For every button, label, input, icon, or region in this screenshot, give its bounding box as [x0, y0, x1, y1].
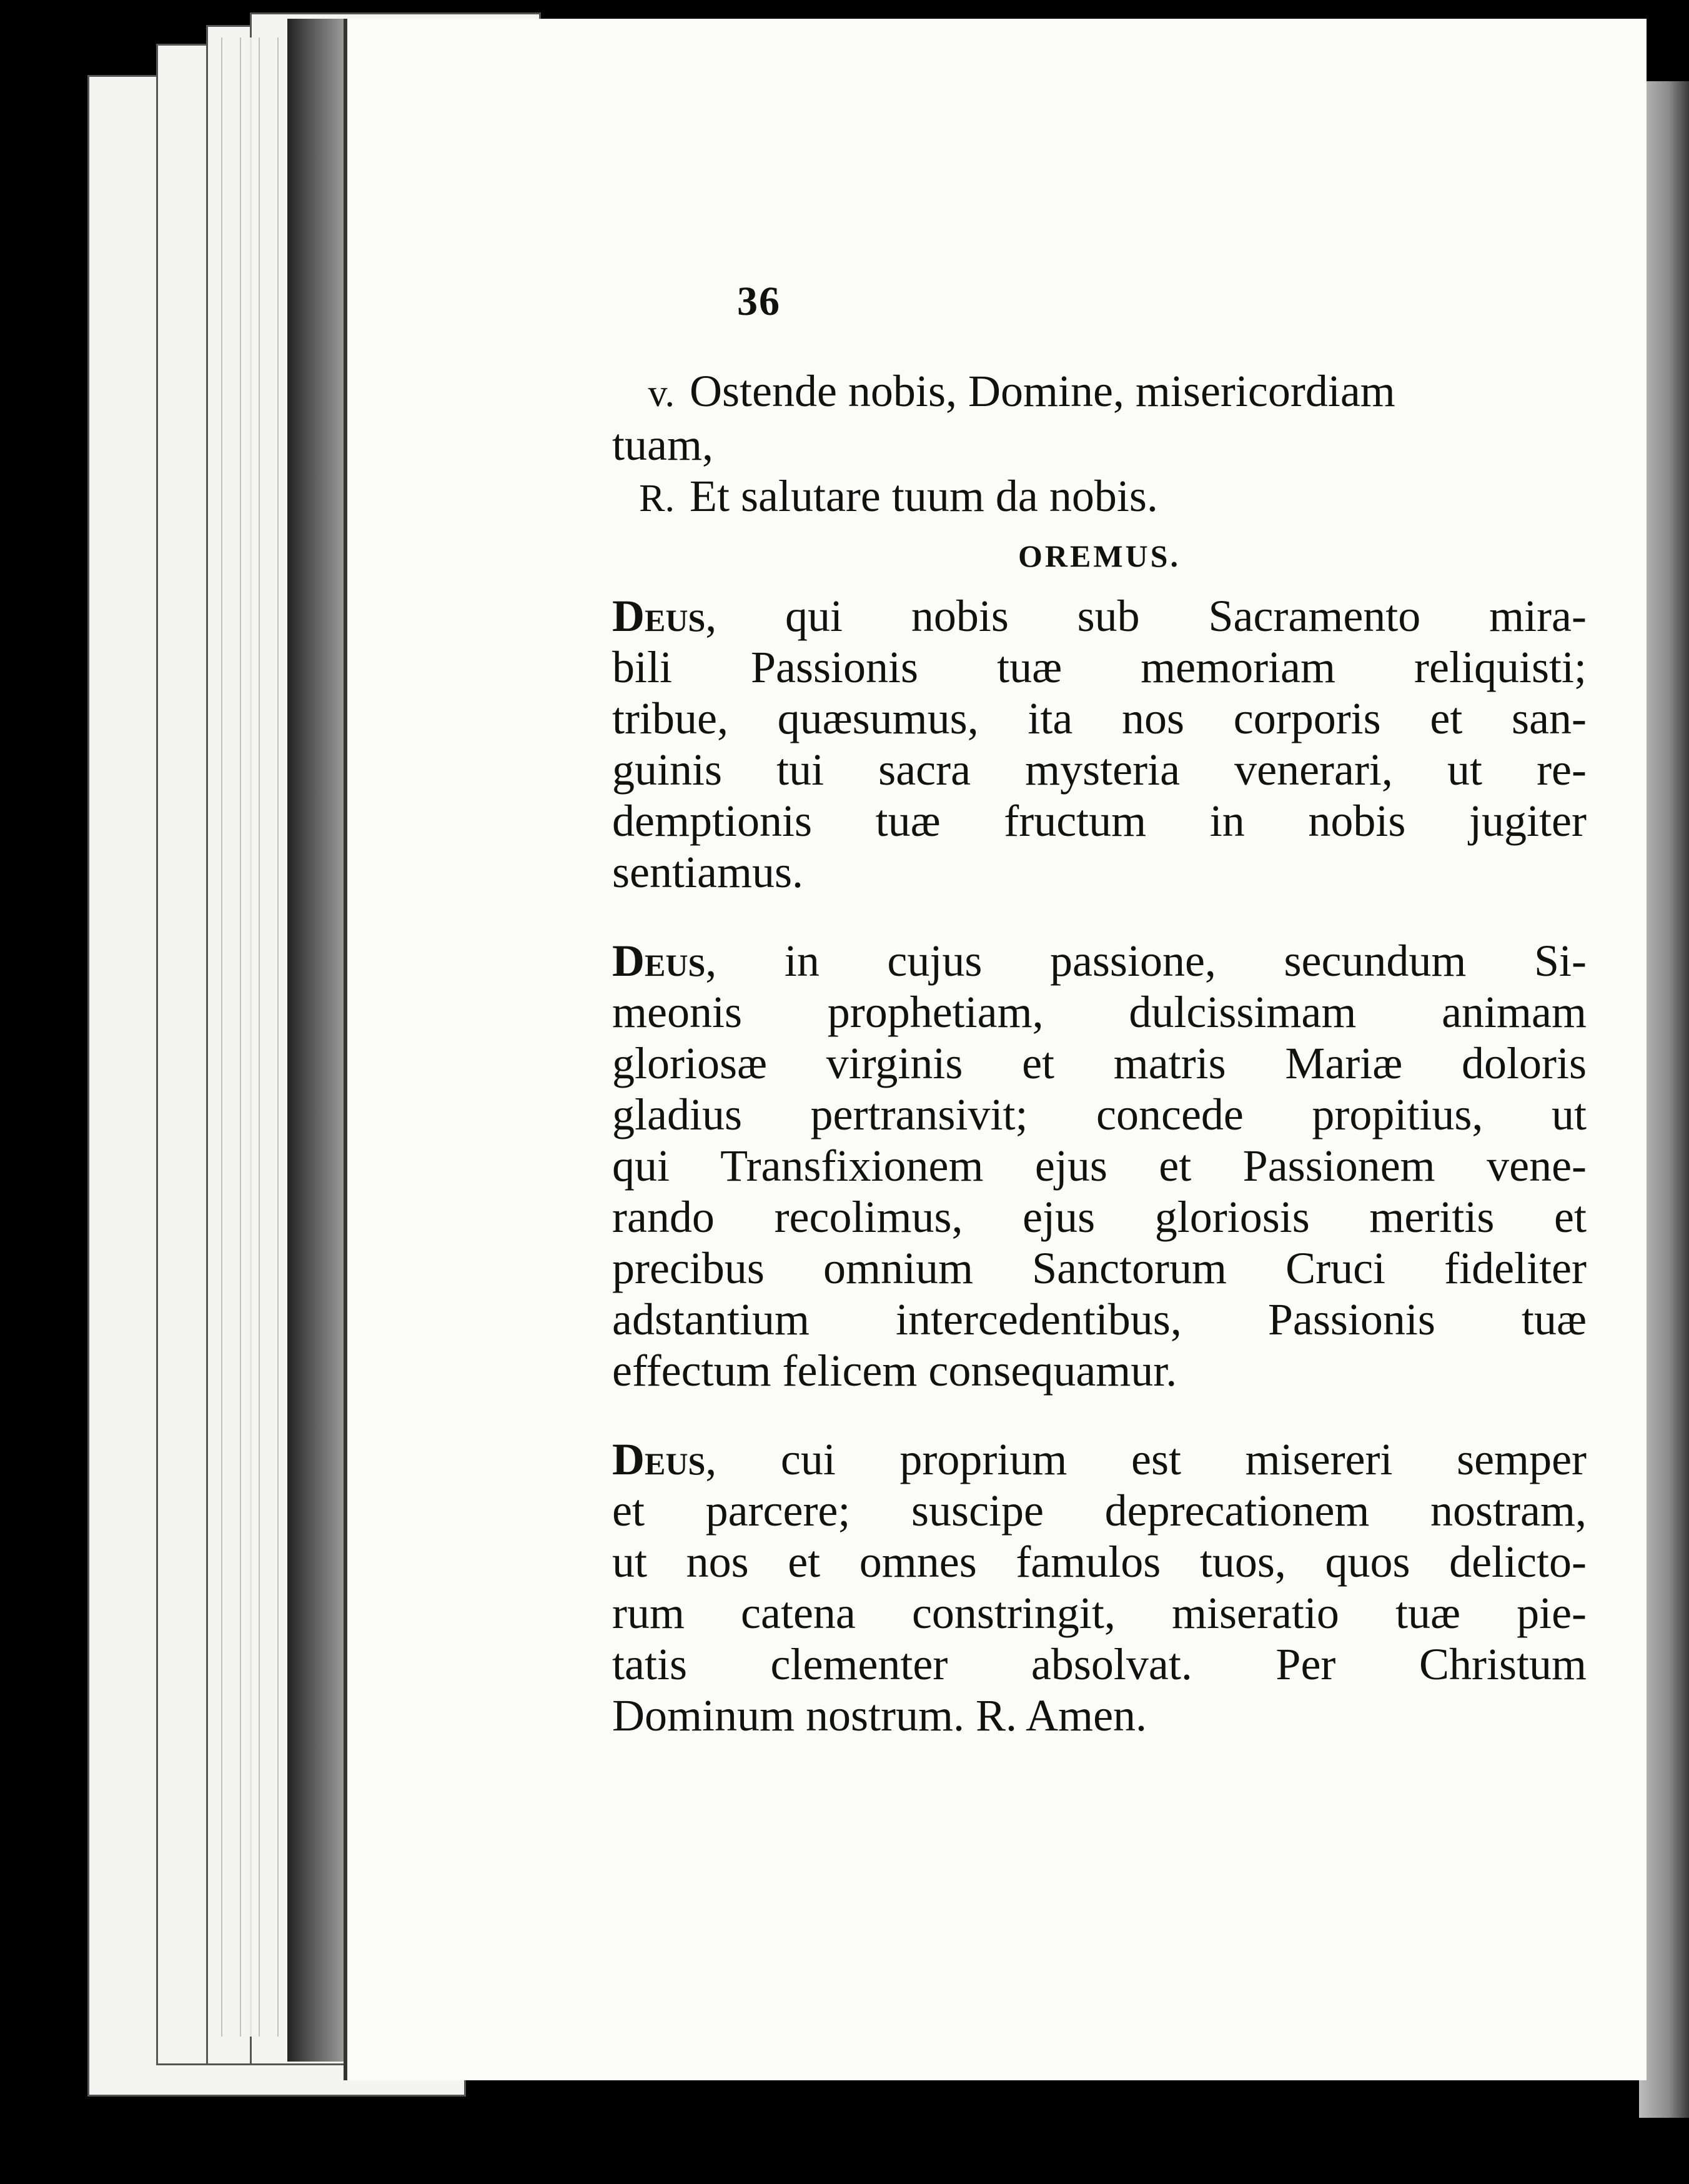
facing-page-edge: [1639, 81, 1689, 2118]
versicle-marker: v.: [648, 372, 675, 415]
prayer-line: gladius pertransivit; concede propitius, ut: [612, 1090, 1587, 1139]
prayer-line: Dominum nostrum. R. Amen.: [612, 1690, 1147, 1740]
prayer-line: meonis prophetiam, dulcissimam animam: [612, 987, 1587, 1037]
prayer-line: bili Passionis tuæ memoriam reliquisti;: [612, 642, 1587, 692]
versicle-continuation: tuam,: [612, 420, 713, 470]
prayer-line: sentiamus.: [612, 847, 803, 897]
prayer-line: guinis tui sacra mysteria venerari, ut re-: [612, 745, 1587, 795]
response-text: Et salutare tuum da nobis.: [690, 471, 1158, 521]
prayer-line: adstantium intercedentibus, Passionis tuæ: [612, 1294, 1587, 1344]
prayer-lead: Deus: [612, 591, 706, 641]
section-heading: OREMUS.: [1018, 539, 1181, 573]
prayer-line: precibus omnium Sanctorum Cruci fideliter: [612, 1243, 1587, 1293]
prayer-line: qui Transfixionem ejus et Passionem vene-: [612, 1141, 1587, 1191]
prayer-line: demptionis tuæ fructum in nobis jugiter: [612, 796, 1587, 846]
gutter-shadow: [287, 19, 344, 2062]
response-marker: R.: [639, 477, 675, 520]
page-number: 36: [737, 279, 781, 324]
prayer-line: rando recolimus, ejus gloriosis meritis et: [612, 1192, 1587, 1242]
prayer-line: Deus, in cujus passione, secundum Si-: [612, 936, 1587, 986]
prayer-paragraph: [612, 935, 1587, 1396]
prayer-line: rum catena constringit, miseratio tuæ pie-: [612, 1588, 1587, 1638]
prayer-line: effectum felicem consequamur.: [612, 1346, 1177, 1396]
prayer-line: tribue, quæsumus, ita nos corporis et san-: [612, 693, 1587, 743]
prayer-lead: Deus: [612, 936, 706, 986]
prayer-paragraph: [612, 590, 1587, 898]
prayer-line: gloriosæ virginis et matris Mariæ doloris: [612, 1038, 1587, 1088]
versicle-line: [612, 365, 1587, 419]
prayer-line: Deus, qui nobis sub Sacramento mira-: [612, 591, 1587, 641]
prayer-line: et parcere; suscipe deprecationem nostram,: [612, 1486, 1587, 1536]
prayer-paragraph: [612, 1434, 1587, 1741]
response-line: [612, 470, 1587, 524]
prayer-line: Deus, cui proprium est misereri semper: [612, 1434, 1587, 1484]
prayer-line: tatis clementer absolvat. Per Christum: [612, 1639, 1587, 1689]
prayer-line: ut nos et omnes famulos tuos, quos delicto-: [612, 1537, 1587, 1587]
page-text: [612, 365, 1587, 1779]
versicle-text: Ostende nobis, Domine, misericordiam: [690, 366, 1395, 416]
prayer-lead: Deus: [612, 1434, 706, 1484]
